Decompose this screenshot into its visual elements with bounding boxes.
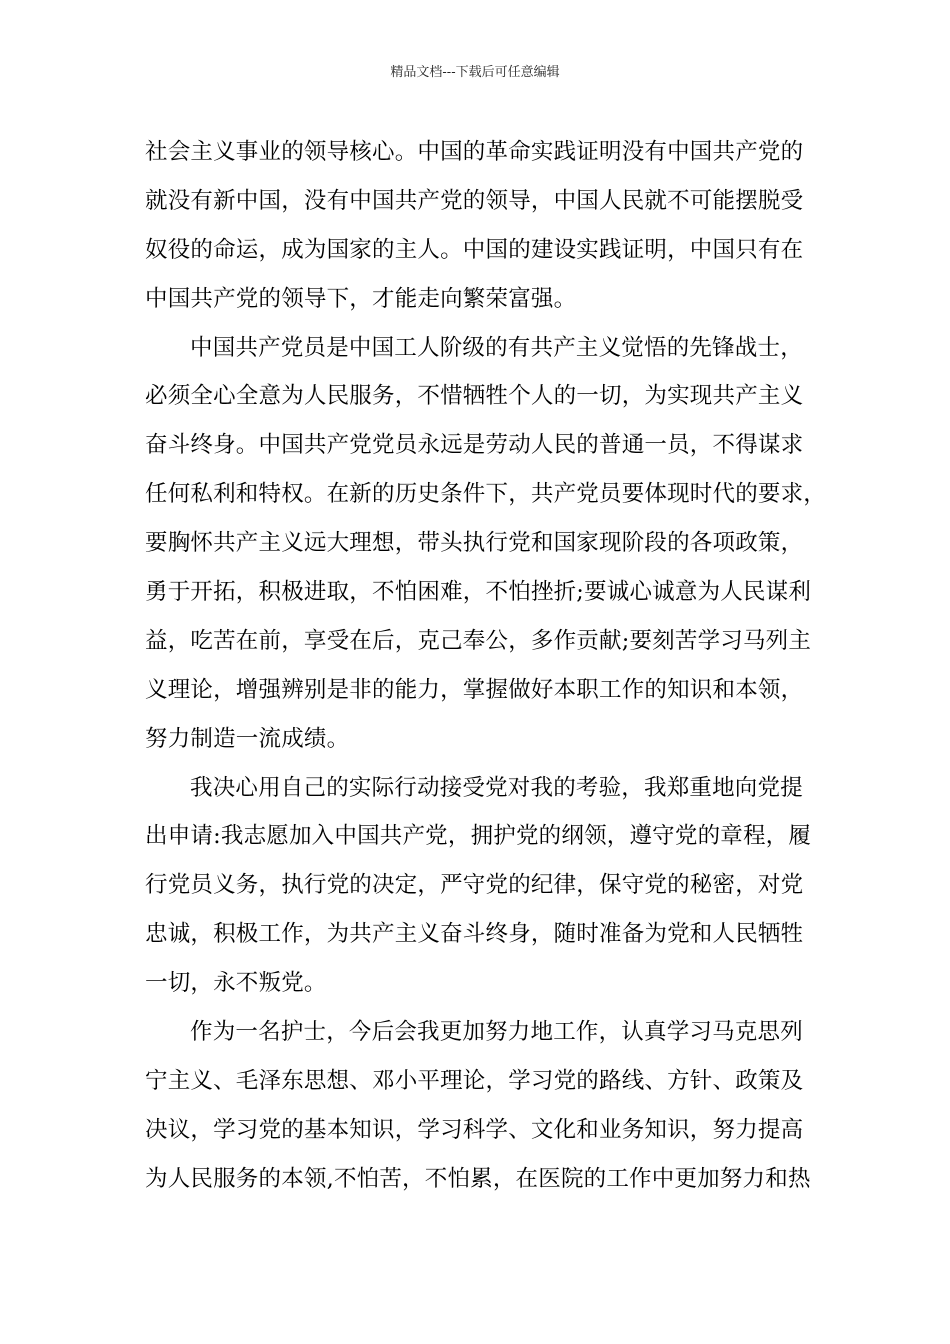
paragraph-2-line-9: 努力制造一流成绩。 <box>145 725 350 752</box>
paragraph-2-line-4: 任何私利和特权。在新的历史条件下，共产党员要体现时代的要求， <box>145 481 827 508</box>
paragraph-3-line-3: 行党员义务，执行党的决定，严守党的纪律，保守党的秘密，对党 <box>145 872 804 899</box>
paragraph-2-line-2: 必须全心全意为人民服务，不惜牺牲个人的一切，为实现共产主义 <box>145 383 804 410</box>
paragraph-2-line-6: 勇于开拓，积极进取，不怕困难，不怕挫折;要诚心诚意为人民谋利 <box>145 579 812 606</box>
paragraph-3-line-4: 忠诚，积极工作，为共产主义奋斗终身，随时准备为党和人民牺牲 <box>145 921 804 948</box>
paragraph-3-line-2: 出申请:我志愿加入中国共产党，拥护党的纲领，遵守党的章程，履 <box>145 823 812 850</box>
document-body <box>145 128 825 1204</box>
page-header: 精品文档---下载后可任意编辑 <box>390 65 560 80</box>
paragraph-4-line-1: 作为一名护士，今后会我更加努力地工作，认真学习马克思列 <box>190 1019 803 1046</box>
paragraph-4-line-2: 宁主义、毛泽东思想、邓小平理论，学习党的路线、方针、政策及 <box>145 1067 804 1094</box>
paragraph-2-line-7: 益，吃苦在前，享受在后，克己奉公，多作贡献;要刻苦学习马列主 <box>145 627 812 654</box>
paragraph-3-line-1: 我决心用自己的实际行动接受党对我的考验，我郑重地向党提 <box>190 774 803 801</box>
paragraph-4-line-3: 决议，学习党的基本知识，学习科学、文化和业务知识，努力提高 <box>145 1116 804 1143</box>
paragraph-1-line-4: 中国共产党的领导下，才能走向繁荣富强。 <box>145 285 577 312</box>
paragraph-2-line-1: 中国共产党员是中国工人阶级的有共产主义觉悟的先锋战士， <box>190 334 803 361</box>
paragraph-2-line-5: 要胸怀共产主义远大理想，带头执行党和国家现阶段的各项政策， <box>145 530 804 557</box>
paragraph-3-line-5: 一切，永不叛党。 <box>145 970 327 997</box>
paragraph-1-line-2: 就没有新中国，没有中国共产党的领导，中国人民就不可能摆脱受 <box>145 187 804 214</box>
paragraph-4-line-4: 为人民服务的本领,不怕苦，不怕累，在医院的工作中更加努力和热 <box>145 1165 811 1192</box>
paragraph-2-line-8: 义理论，增强辨别是非的能力，掌握做好本职工作的知识和本领， <box>145 676 804 703</box>
paragraph-1-line-1: 社会主义事业的领导核心。中国的革命实践证明没有中国共产党的 <box>145 139 804 165</box>
paragraph-2-line-3: 奋斗终身。中国共产党党员永远是劳动人民的普通一员，不得谋求 <box>145 432 804 459</box>
paragraph-1-line-3: 奴役的命运，成为国家的主人。中国的建设实践证明，中国只有在 <box>145 236 804 263</box>
